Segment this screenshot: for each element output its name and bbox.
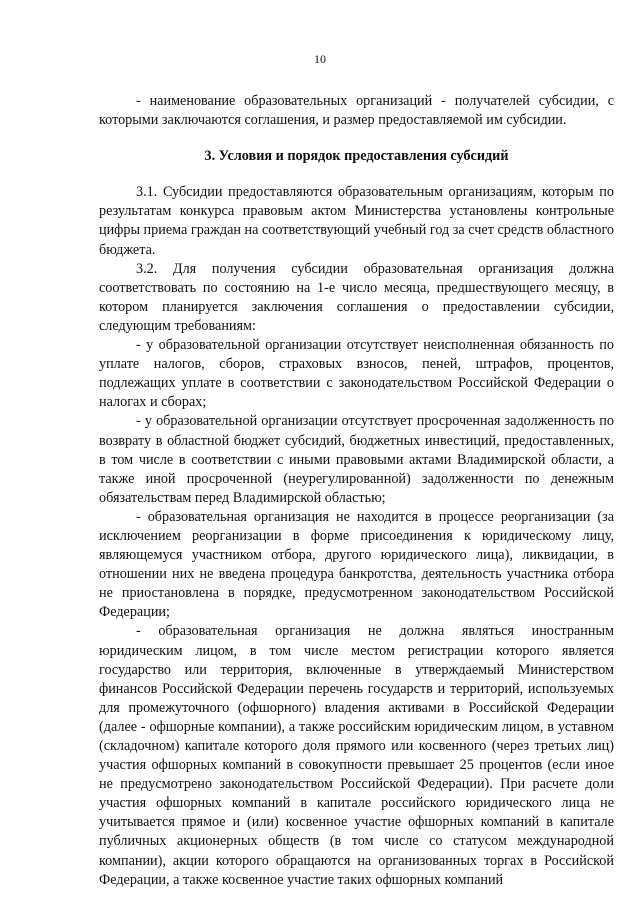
requirement-offshore: - образовательная организация не должна являться иностранным юридическим лицом, в том числе местом регистрации которого является государство или территория, включенные в утверждаемый Министерством финансов Российской Федерации перечень государств и территорий, используемых для промежуточного (офшорного) владения активами в Российской Федерации (далее - офшорные компании), а также российским юридическим лицом, в уставном (складочном) капитале которого доля прямого или косвенного (через третьих лиц) участия офшорных компаний в совокупности превышает 25 процентов (если иное не предусмотрено законодательством Российской Федерации). При расчете доли участия офшорных компаний в капитале российского юридического лица не учитывается прямое и (или) косвенное участие офшорных компаний в капитале публичных акционерных обществ (в том числе со статусом международной компании), акции которого обращаются на организованных торгах в Российской Федерации, а также косвенное участие таких офшорных компаний	[99, 623, 614, 888]
paragraph-3-2: 3.2. Для получения субсидии образовательная организация должна соответствовать по состоянию на 1-е число месяца, предшествующего месяцу, в котором планируется заключения соглашения о предоставлении субсидии, следующим требованиям:	[99, 260, 614, 334]
requirement-debt: - у образовательной организации отсутствует просроченная задолженность по возврату в областной бюджет субсидий, бюджетных инвестиций, предоставленных, в том числе в соответствии с иными правовыми актами Владимирской области, а также иной просроченной (неурегулированной) задолженности по денежным обязательствам перед Владимирской областью;	[99, 413, 614, 506]
intro-list-item: - наименование образовательных организаций - получателей субсидии, с которыми заключаются соглашения, и размер предоставляемой им субсидии.	[99, 93, 614, 129]
section-heading: 3. Условия и порядок предоставления субсидий	[204, 148, 509, 165]
paragraph-3-1: 3.1. Субсидии предоставляются образовательным организациям, которым по результатам конкурса правовым актом Министерства установлены контрольные цифры приема граждан на соответствующий учебный год за счет средств областного бюджета.	[99, 184, 614, 258]
page-number: 10	[314, 52, 326, 66]
requirement-taxes: - у образовательной организации отсутствует неисполненная обязанность по уплате налогов, сборов, страховых взносов, пеней, штрафов, процентов, подлежащих уплате в соответствии с законодательством Российской Федерации о налогах и сборах;	[99, 337, 614, 411]
requirement-reorganization: - образовательная организация не находится в процессе реорганизации (за исключением реорганизации в форме присоединения к юридическому лицу, являющемуся участником отбора, другого юридического лица), ликвидации, в отношении них не введена процедура банкротства, деятельность участника отбора не приостановлена в порядке, предусмотренном законодательством Российской Федерации;	[99, 508, 614, 621]
document-body	[99, 92, 614, 890]
